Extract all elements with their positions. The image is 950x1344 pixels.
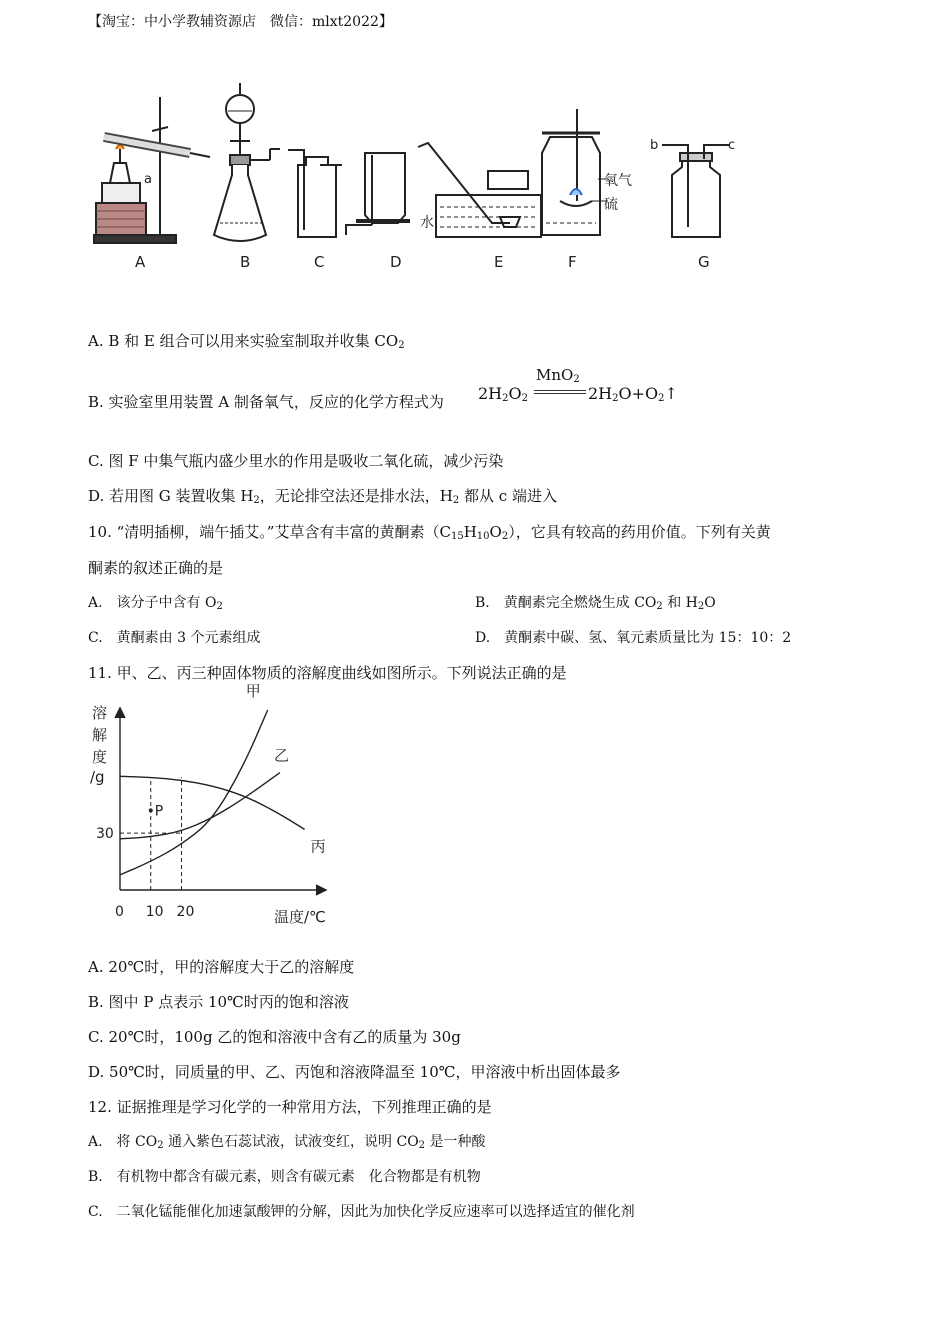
q10-option-d: D. 黄酮素中碳、氢、氧元素质量比为 15：10：2 [475, 630, 792, 646]
series-label-2: 乙 [274, 746, 290, 765]
apparatus-b [214, 83, 280, 241]
q12-stem: 12. 证据推理是学习化学的一种常用方法，下列推理正确的是 [88, 1098, 492, 1116]
p-point [149, 808, 153, 812]
y-tick-30: 30 [96, 826, 114, 843]
apparatus-e [418, 143, 541, 237]
eq-right: $2H_2O+O_2↑$ [588, 384, 678, 404]
q12-option-c: C. 二氧化锰能催化加速氯酸钾的分解，因此为加快化学反应速率可以选择适宜的催化剂 [88, 1204, 635, 1220]
q10-option-b: B. 黄酮素完全燃烧生成 $CO_2$ 和 $H_2O$ [475, 595, 716, 612]
label-small-c: c [728, 138, 736, 153]
q9-option-b: B. 实验室里用装置 A 制备氧气，反应的化学方程式为 [88, 393, 444, 411]
p-point-label: P [154, 803, 164, 820]
label-sulfur: 硫 [604, 197, 618, 213]
apparatus-c [288, 150, 342, 237]
q9-option-d: D. 若用图 G 装置收集 $H_2$，无论排空法还是排水法，$H_2$ 都从 c 端进入 [88, 487, 557, 506]
q12-option-b: B. 有机物中都含有碳元素，则含有碳元素 化合物都是有机物 [88, 1169, 481, 1185]
x-axis-label: 温度/℃ [274, 908, 326, 926]
label-small-a: a [144, 172, 152, 187]
y-label-char-3: 度 [92, 748, 108, 766]
apparatus-g [662, 145, 730, 237]
label-oxygen: 氧气 [604, 173, 632, 189]
x-tick-0: 0 [115, 904, 124, 920]
y-label-char-2: 解 [92, 726, 108, 744]
q10-stem-line1: 10. “清明插柳，端午插艾。”艾草含有丰富的黄酮素$(C_{15}H_{10}O_2)$，它具有较高的药用价值。下列有关黄 [88, 523, 771, 542]
y-axis-arrow [115, 708, 125, 718]
q9-option-c: C. 图 F 中集气瓶内盛少里水的作用是吸收二氧化硫，减少污染 [88, 452, 504, 470]
label-C: C [314, 253, 325, 271]
solubility-chart [84, 682, 344, 930]
label-D: D [390, 253, 402, 271]
x-tick-10: 10 [145, 904, 164, 920]
apparatus-d [346, 153, 410, 235]
q11-option-a: A. 20℃时，甲的溶解度大于乙的溶解度 [88, 958, 355, 976]
series-label-1: 甲 [245, 682, 261, 700]
q9-equation [478, 366, 688, 410]
label-water: 水 [420, 215, 434, 231]
q11-option-d: D. 50℃时，同质量的甲、乙、丙饱和溶液降温至 10℃，甲溶液中析出固体最多 [88, 1063, 621, 1081]
label-B: B [240, 253, 251, 271]
series-line-1 [120, 710, 268, 875]
q10-option-a: A. 该分子中含有 $O_2$ [88, 595, 223, 612]
label-E: E [494, 253, 504, 271]
apparatus-figure [80, 75, 760, 275]
q10-stem-line2: 酮素的叙述正确的是 [88, 559, 224, 577]
apparatus-f [542, 109, 608, 235]
eq-left: $2H_2O_2$ [478, 384, 529, 404]
q11-option-b: B. 图中 P 点表示 10℃时丙的饱和溶液 [88, 993, 349, 1011]
series-line-3 [120, 776, 305, 829]
eq-catalyst: MnO$_2$ [536, 366, 580, 385]
q12-option-a: A. 将 $CO_2$ 通入紫色石蕊试液，试液变红，说明 $CO_2$ 是一种酸 [88, 1134, 486, 1151]
q11-option-c: C. 20℃时，100g 乙的饱和溶液中含有乙的质量为 30g [88, 1028, 461, 1046]
q11-stem: 11. 甲、乙、丙三种固体物质的溶解度曲线如图所示。下列说法正确的是 [88, 664, 567, 682]
series-label-3: 丙 [310, 837, 326, 856]
y-label-char-4: /g [90, 768, 105, 786]
x-tick-20: 20 [176, 904, 195, 920]
label-F: F [568, 253, 577, 271]
q10-option-c: C. 黄酮素由 3 个元素组成 [88, 630, 261, 646]
label-A: A [135, 253, 146, 271]
q9-option-a: A. B 和 E 组合可以用来实验室制取并收集 $CO_2$ [88, 332, 405, 351]
x-axis-arrow [316, 885, 326, 895]
label-small-b: b [650, 138, 659, 153]
label-G: G [698, 253, 710, 271]
eq-double-line [534, 390, 586, 394]
y-label-char-1: 溶 [92, 704, 108, 722]
page-header: 【淘宝：中小学教辅资源店 微信：mlxt2022】 [88, 14, 393, 30]
apparatus-a [94, 97, 210, 243]
